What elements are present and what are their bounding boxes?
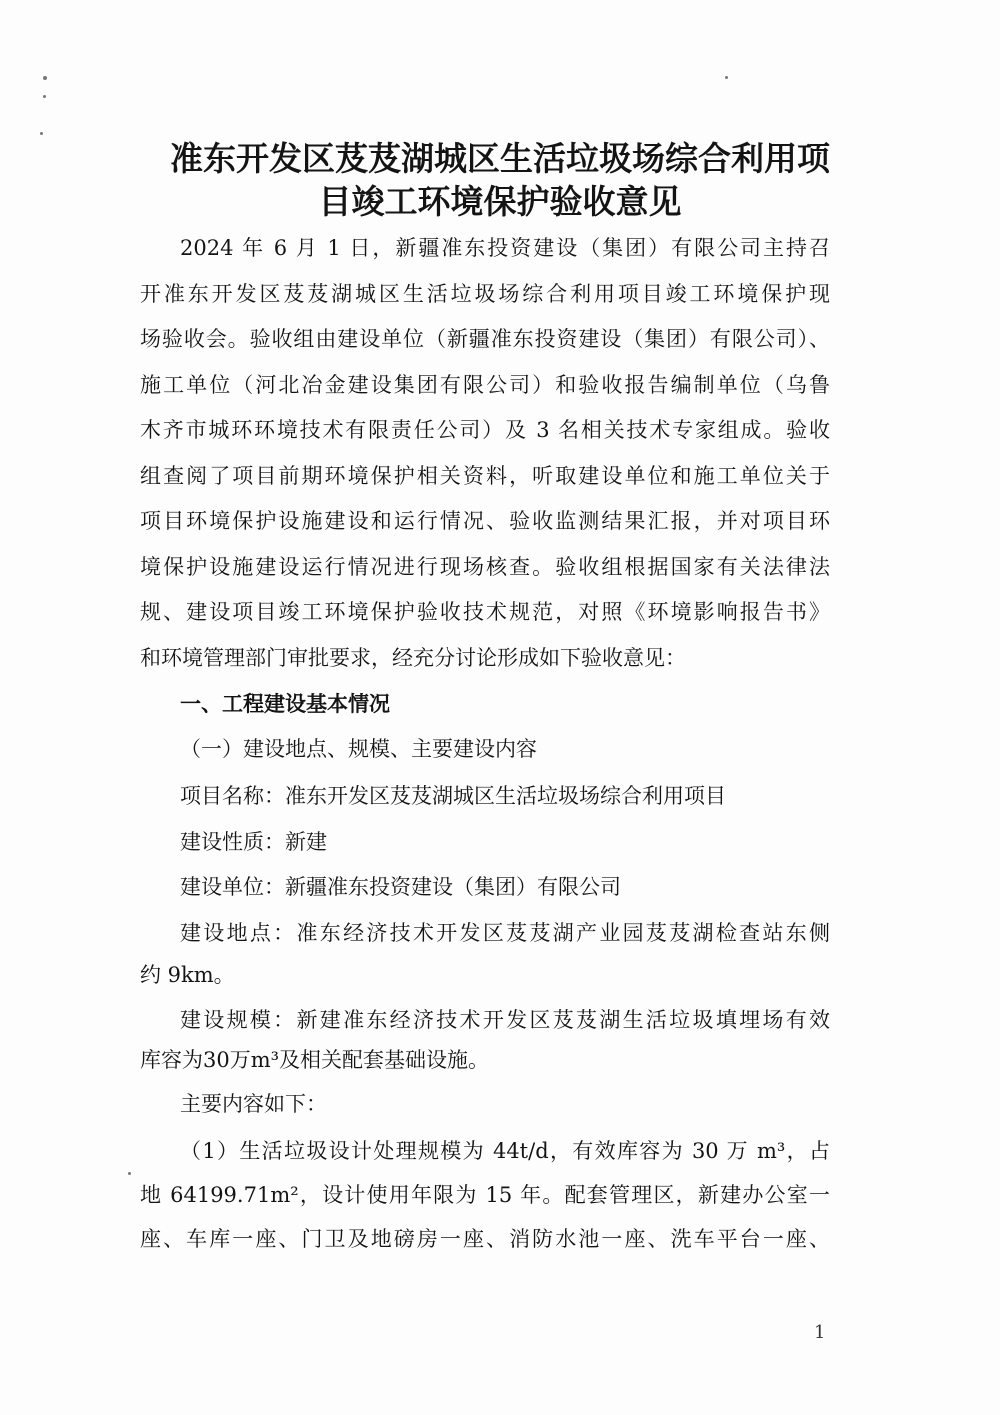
section-heading: 一、工程建设基本情况	[180, 692, 390, 716]
location-line: 建设地点：准东经济技术开发区芨芨湖产业园芨芨湖检查站东侧	[180, 921, 830, 945]
intro-paragraph-line: 境保护设施建设运行情况进行现场核查。验收组根据国家有关法律法	[140, 555, 830, 579]
scan-speck	[128, 1172, 131, 1175]
scale-line: 建设规模：新建准东经济技术开发区芨芨湖生活垃圾填埋场有效	[180, 1008, 830, 1032]
location-line: 约 9km。	[140, 963, 235, 987]
intro-paragraph-line: 规、建设项目竣工环境保护验收技术规范，对照《环境影响报告书》	[140, 600, 830, 624]
scan-speck	[43, 76, 47, 80]
document-title-line-2: 目竣工环境保护验收意见	[318, 182, 682, 221]
intro-paragraph-line: 场验收会。验收组由建设单位（新疆准东投资建设（集团）有限公司）、	[140, 327, 830, 351]
scan-speck	[40, 132, 43, 135]
construction-nature-line: 建设性质：新建	[180, 830, 327, 854]
item-1-line: 地 64199.71m²，设计使用年限为 15 年。配套管理区，新建办公室一	[140, 1183, 830, 1207]
intro-paragraph-line: 项目环境保护设施建设和运行情况、验收监测结果汇报，并对项目环	[140, 509, 830, 533]
page-number: 1	[814, 1322, 826, 1343]
main-content-intro: 主要内容如下：	[180, 1092, 327, 1116]
intro-paragraph-line: 和环境管理部门审批要求，经充分讨论形成如下验收意见：	[140, 646, 686, 670]
item-1-line: 座、车库一座、门卫及地磅房一座、消防水池一座、洗车平台一座、	[140, 1227, 830, 1251]
project-name-line: 项目名称：准东开发区芨芨湖城区生活垃圾场综合利用项目	[180, 784, 726, 808]
construction-unit-line: 建设单位：新疆准东投资建设（集团）有限公司	[180, 875, 621, 899]
intro-paragraph-line: 木齐市城环环境技术有限责任公司）及 3 名相关技术专家组成。验收	[140, 418, 830, 442]
intro-paragraph-line: 2024 年 6 月 1 日，新疆准东投资建设（集团）有限公司主持召	[180, 236, 830, 260]
intro-paragraph-line: 组查阅了项目前期环境保护相关资料，听取建设单位和施工单位关于	[140, 464, 830, 488]
intro-paragraph-line: 施工单位（河北冶金建设集团有限公司）和验收报告编制单位（乌鲁	[140, 373, 830, 397]
intro-paragraph-line: 开准东开发区芨芨湖城区生活垃圾场综合利用项目竣工环境保护现	[140, 282, 830, 306]
scan-speck	[43, 95, 46, 98]
document-title-line-1: 准东开发区芨芨湖城区生活垃圾场综合利用项	[170, 139, 830, 178]
item-1-line: （1）生活垃圾设计处理规模为 44t/d，有效库容为 30 万 m³，占	[180, 1139, 830, 1163]
subsection-heading: （一）建设地点、规模、主要建设内容	[180, 737, 537, 761]
scale-line: 库容为30万m³及相关配套基础设施。	[140, 1048, 490, 1072]
scan-speck	[725, 76, 728, 79]
